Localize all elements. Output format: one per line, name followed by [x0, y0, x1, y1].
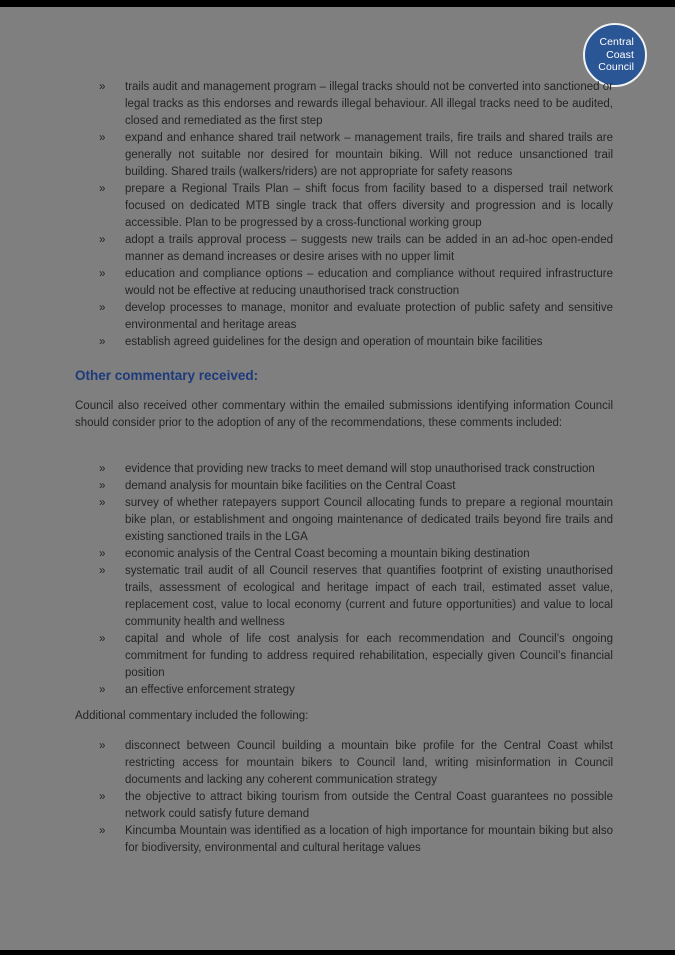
- bullet-icon: »: [99, 268, 106, 280]
- paragraph-additional-commentary: Additional commentary included the following:: [75, 710, 309, 722]
- list-item: [75, 823, 613, 857]
- list-item: [75, 563, 613, 631]
- bullet-icon: »: [99, 336, 106, 348]
- bullet-icon: »: [99, 825, 106, 837]
- bullet-icon: »: [99, 497, 106, 509]
- bullet-icon: »: [99, 480, 106, 492]
- bullet-icon: »: [99, 565, 106, 577]
- bullet-icon: »: [99, 302, 106, 314]
- list-item: [75, 130, 613, 181]
- list-item: [75, 266, 613, 300]
- list-item: [75, 79, 613, 130]
- list-item-text: develop processes to manage, monitor and evaluate protection of public safety and sensitive environmental and heritage areas: [125, 302, 613, 331]
- bullet-icon: »: [99, 633, 106, 645]
- list-item: [75, 631, 613, 682]
- logo-text-line: Central: [599, 36, 634, 49]
- list-item-text: capital and whole of life cost analysis for each recommendation and Council’s ongoing commitment for funding to address required rehabilitation, especially given Council’s financial position: [125, 633, 613, 679]
- list-item-text: evidence that providing new tracks to meet demand will stop unauthorised track construction: [125, 463, 595, 475]
- document-page: [0, 7, 675, 950]
- list-item: [75, 334, 613, 351]
- list-item: [75, 495, 613, 546]
- list-item: [75, 461, 613, 478]
- list-item-text: education and compliance options – education and compliance without required infrastructure would not be effective at reducing unauthorised track construction: [125, 268, 613, 297]
- bullet-list-recommendations: [75, 79, 613, 351]
- list-item-text: Kincumba Mountain was identified as a location of high importance for mountain biking but also for biodiversity, environmental and cultural heritage values: [125, 825, 613, 854]
- list-item-text: survey of whether ratepayers support Council allocating funds to prepare a regional mountain bike plan, or establishment and ongoing maintenance of dedicated trails beyond fire trails and existing sanctioned trails in the LGA: [125, 497, 613, 543]
- list-item: [75, 789, 613, 823]
- bullet-icon: »: [99, 132, 106, 144]
- logo-text-line: Council: [598, 61, 634, 74]
- central-coast-council-logo: [583, 23, 647, 87]
- list-item-text: disconnect between Council building a mountain bike profile for the Central Coast whilst restricting access for mountain bikers to Council land, writing misinformation in Council documents and lacking any coherent communication strategy: [125, 740, 613, 786]
- paragraph-other-commentary: Council also received other commentary within the emailed submissions identifying information Council should consider prior to the adoption of any of the recommendations, these comments included:: [75, 400, 613, 429]
- bullet-icon: »: [99, 791, 106, 803]
- section-heading: Other commentary received:: [75, 368, 259, 383]
- list-item-text: prepare a Regional Trails Plan – shift focus from facility based to a dispersed trail network focused on dedicated MTB single track that offers diversity and progression and is locally accessible. Plan to be progressed by a cross-functional working group: [125, 183, 613, 229]
- list-item-text: establish agreed guidelines for the design and operation of mountain bike facilities: [125, 336, 543, 348]
- bullet-icon: »: [99, 234, 106, 246]
- list-item-text: expand and enhance shared trail network – management trails, fire trails and shared trails are generally not suitable nor desired for mountain biking. Will not reduce unsanctioned trail building. Shared trails (walkers/riders) are not appropriate for safety reasons: [125, 132, 613, 178]
- list-item: [75, 478, 613, 495]
- bullet-icon: »: [99, 183, 106, 195]
- bullet-icon: »: [99, 684, 106, 696]
- list-item: [75, 232, 613, 266]
- bullet-list-considerations: [75, 461, 613, 699]
- list-item-text: demand analysis for mountain bike facilities on the Central Coast: [125, 480, 456, 492]
- bullet-icon: »: [99, 740, 106, 752]
- list-item-text: trails audit and management program – illegal tracks should not be converted into sanctioned or legal tracks as this endorses and rewards illegal behaviour. All illegal tracks need to be audited, closed and remediated as the first step: [125, 81, 613, 127]
- list-item: [75, 181, 613, 232]
- bullet-list-additional: [75, 738, 613, 857]
- list-item-text: systematic trail audit of all Council reserves that quantifies footprint of existing unauthorised trails, assessment of ecological and heritage impact of each trail, estimated asset value, replacement cost, value to local economy (current and future opportunities) and value to local community health and wellness: [125, 565, 613, 628]
- list-item: [75, 300, 613, 334]
- bullet-icon: »: [99, 548, 106, 560]
- list-item: [75, 682, 613, 699]
- list-item-text: the objective to attract biking tourism from outside the Central Coast guarantees no possible network could satisfy future demand: [125, 791, 613, 820]
- bullet-icon: »: [99, 81, 106, 93]
- page-body: [75, 79, 613, 857]
- logo-text-line: Coast: [606, 48, 634, 61]
- list-item-text: adopt a trails approval process – suggests new trails can be added in an ad-hoc open-ended manner as demand increases or desire arises with no upper limit: [125, 234, 613, 263]
- bullet-icon: »: [99, 463, 106, 475]
- list-item: [75, 738, 613, 789]
- list-item-text: an effective enforcement strategy: [125, 684, 295, 696]
- list-item: [75, 546, 613, 563]
- list-item-text: economic analysis of the Central Coast becoming a mountain biking destination: [125, 548, 530, 560]
